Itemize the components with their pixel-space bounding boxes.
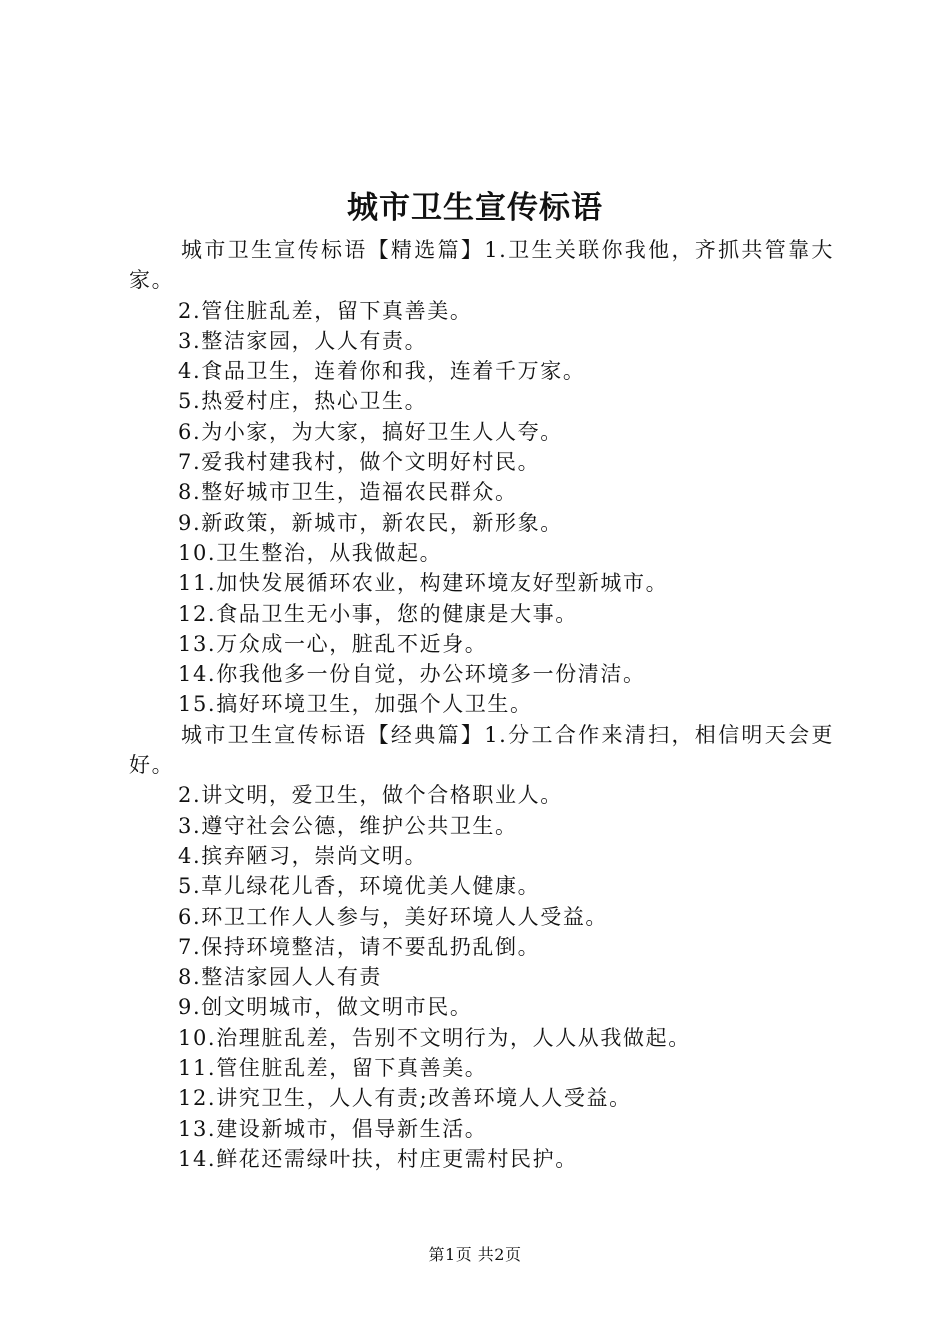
list-item: 14.鲜花还需绿叶扶，村庄更需村民护。 [178, 1146, 578, 1171]
list-item: 12.食品卫生无小事，您的健康是大事。 [178, 601, 578, 626]
section2-intro: 城市卫生宣传标语【经典篇】1.分工合作来清扫，相信明天会更好。 [129, 722, 834, 778]
list-item: 13.万众成一心，脏乱不近身。 [178, 631, 488, 656]
list-item: 14.你我他多一份自觉，办公环境多一份清洁。 [178, 662, 646, 687]
list-item: 12.讲究卫生，人人有责;改善环境人人受益。 [178, 1086, 632, 1111]
list-item: 7.保持环境整洁，请不要乱扔乱倒。 [178, 934, 541, 959]
list-item: 6.为小家，为大家，搞好卫生人人夸。 [178, 419, 563, 444]
list-item: 15.搞好环境卫生，加强个人卫生。 [178, 692, 533, 717]
list-item: 4.摈弃陋习，崇尚文明。 [178, 843, 428, 868]
list-item: 5.热爱村庄，热心卫生。 [178, 389, 428, 414]
list-item: 4.食品卫生，连着你和我，连着千万家。 [178, 359, 586, 384]
list-item: 11.管住脏乱差，留下真善美。 [178, 1056, 488, 1081]
list-item: 3.整洁家园，人人有责。 [178, 328, 428, 353]
list-item: 8.整洁家园人人有责 [178, 965, 383, 990]
list-item: 5.草儿绿花儿香，环境优美人健康。 [178, 874, 541, 899]
list-item: 6.环卫工作人人参与，美好环境人人受益。 [178, 904, 609, 929]
list-item: 9.新政策，新城市，新农民，新形象。 [178, 510, 563, 535]
section1-intro: 城市卫生宣传标语【精选篇】1.卫生关联你我他，齐抓共管靠大家。 [129, 238, 834, 293]
list-item: 13.建设新城市，倡导新生活。 [178, 1116, 488, 1141]
list-item: 7.爱我村建我村，做个文明好村民。 [178, 450, 541, 475]
list-item: 2.讲文明，爱卫生，做个合格职业人。 [178, 783, 563, 808]
list-item: 10.治理脏乱差，告别不文明行为，人人从我做起。 [178, 1025, 691, 1050]
document-body [129, 235, 834, 1174]
document-title: 城市卫生宣传标语 [347, 190, 603, 226]
list-item: 10.卫生整治，从我做起。 [178, 540, 443, 565]
list-item: 2.管住脏乱差，留下真善美。 [178, 298, 473, 323]
list-item: 11.加快发展循环农业，构建环境友好型新城市。 [178, 571, 669, 596]
list-item: 8.整好城市卫生，造福农民群众。 [178, 480, 518, 505]
page-footer: 第1页 共2页 [428, 1245, 522, 1264]
list-item: 3.遵守社会公德，维护公共卫生。 [178, 813, 518, 838]
list-item: 9.创文明城市，做文明市民。 [178, 995, 473, 1020]
